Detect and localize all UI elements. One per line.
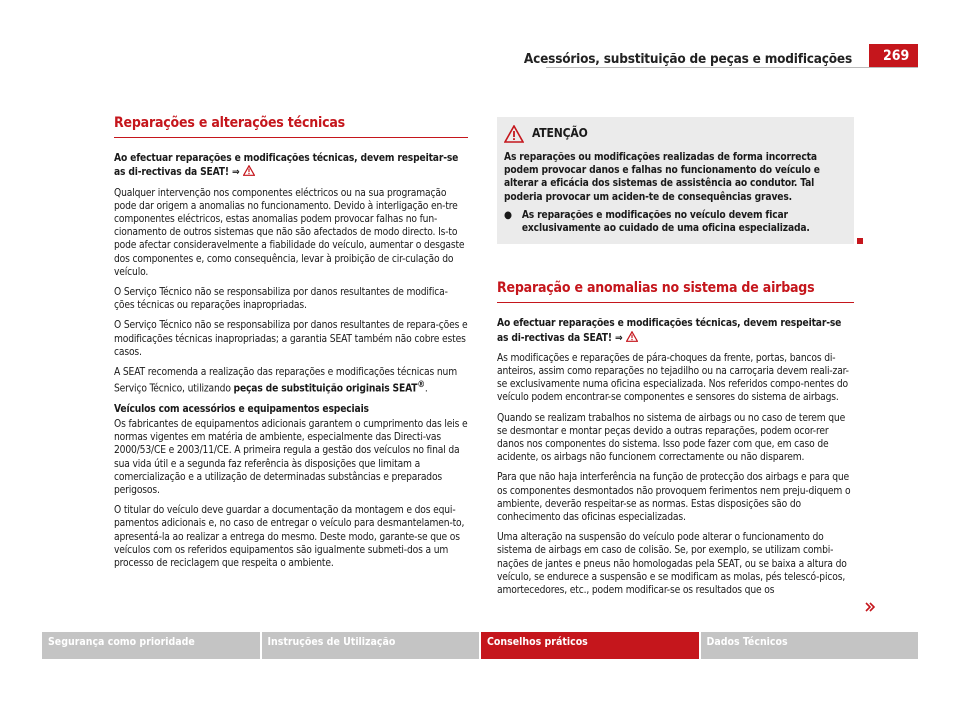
paragraph: Para que não haja interferência na função de protecção dos airbags e para que os componentes desmontados não provoquem ferimentos nem preju-diquem o ambiente, deverão respeitar-se as normas. Estas disposições são do conhecimento das oficinas especializadas. (497, 472, 851, 524)
paragraph-end: . (424, 383, 428, 395)
page-header-title: Acessórios, substituição de peças e modificações (523, 51, 852, 67)
attention-title: ATENÇÃO (532, 126, 588, 141)
paragraph: O Serviço Técnico não se responsabiliza por danos resultantes de repara-ções e modificações técnicas inapropriadas; a garantia SEAT também não cobre estes casos. (114, 320, 468, 358)
paragraph: O Serviço Técnico não se responsabiliza por danos resultantes de modifica-ções técnicas ou reparações inapropriadas. (114, 287, 448, 312)
attention-box (497, 117, 854, 244)
reference-arrow: ⇒ (231, 167, 240, 179)
bullet-icon: ● (504, 209, 512, 221)
original-parts-text: peças de substituição originais SEAT (233, 383, 418, 395)
intro-text: Ao efectuar reparações e modificações técnicas, devem respeitar-se as di-rectivas da SEAT! (114, 153, 459, 179)
intro-text: Ao efectuar reparações e modificações técnicas, devem respeitar-se as di-rectivas da SEAT! (497, 318, 842, 344)
section-title-airbags: Reparação e anomalias no sistema de airbags (497, 282, 854, 303)
warning-icon[interactable] (626, 331, 638, 342)
tab-safety[interactable]: Segurança como prioridade (42, 632, 260, 659)
right-column (497, 117, 854, 604)
paragraph: As modificações e reparações de pára-choques da frente, portas, bancos di-anteiros, assim como reparações no tejadilho ou na carroçaria devem reali-zar-se exclusivamente numa oficina especializada. Nos referidos compo-nentes do veículo podem encontrar-se componentes e sensores do sistema de airbags. (497, 352, 849, 404)
paragraph: Uma alteração na suspensão do veículo pode alterar o funcionamento do sistema de airbags em caso de colisão. Se, por exemplo, se utilizam combi-nações de jantes e pneus não homologadas pela SEAT, ou se baixa a altura do veículo, se endurece a suspensão e se modificam as molas, pés telescó-picos, amortecedores, etc., podem modificar-se os resultados que os (497, 532, 847, 597)
paragraph: Qualquer intervenção nos componentes eléctricos ou na sua programação pode dar origem a anomalias no funcionamento. Devido à interligação en-tre componentes eléctricos, estas anomalias podem provocar falhas no fun-cionamento de outros sistemas que não são afectados de modo directo. Is-to pode afectar consideravelmente a fiabilidade do veículo, aumentar o desgaste dos componentes e, como consequência, levar à proibição de cir-culação do veículo. (114, 187, 465, 278)
continue-arrow-icon[interactable] (865, 602, 875, 612)
warning-icon[interactable] (243, 165, 255, 176)
subheading-special-equipment: Veículos com acessórios e equipamentos especiais (114, 403, 369, 415)
attention-text: As reparações ou modificações realizadas de forma incorrecta podem provocar danos e falhas no funcionamento do veículo e alterar a eficácia dos sistemas de assistência ao condutor. Tal poderia provocar um aciden-te de consequências graves. (504, 152, 820, 203)
paragraph: Os fabricantes de equipamentos adicionais garantem o cumprimento das leis e normas vigentes em matéria de ambiente, especialmente das Directi-vas 2000/53/CE e 2003/11/CE. A primeira regula a gestão dos veículos no final da sua vida útil e a segunda faz referência às disposições que limitam a comercialização e a utilização de determinadas substâncias e preparados perigosos. (114, 419, 468, 497)
section-end-marker (857, 238, 863, 244)
paragraph: Quando se realizam trabalhos no sistema de airbags ou no caso de terem que se desmontar e montar peças devido a outras reparações, podem ocor-rer danos nos componentes do sistema. Isso pode fazer com que, em caso de acidente, os airbags não funcionem correctamente ou não disparem. (497, 412, 846, 464)
header-divider (546, 67, 918, 68)
paragraph: O titular do veículo deve guardar a documentação da montagem e dos equi-pamentos adicionais e, no caso de entregar o veículo para desmantelamen-to, apresentá-la ao realizar a entrega do mesmo. Deste modo, garante-se que os veículos com os referidos equipamentos são igualmente submeti-dos a um processo de reciclagem que respeita o ambiente. (114, 505, 465, 570)
intro-paragraph (497, 317, 854, 344)
tab-practical-tips[interactable]: Conselhos práticos (481, 632, 699, 659)
left-column (114, 117, 468, 577)
bullet-text: As reparações e modificações no veículo devem ficar exclusivamente ao cuidado de uma oficina especializada. (521, 209, 810, 235)
paragraph-original-parts (114, 366, 468, 396)
warning-icon (504, 125, 524, 143)
section-title-technical-repairs: Reparações e alterações técnicas (114, 117, 468, 138)
page-number: 269 (869, 44, 918, 68)
attention-bullet (504, 209, 847, 235)
reference-arrow: ⇒ (614, 332, 623, 344)
paragraph-text: A SEAT recomenda a realização das reparações e modificações técnicas num Serviço Técnico, utilizando (114, 367, 458, 395)
tab-technical-data[interactable]: Dados Técnicos (701, 632, 919, 659)
registered-mark: ® (417, 380, 425, 391)
intro-paragraph (114, 152, 468, 179)
tab-operating-instructions[interactable]: Instruções de Utilização (262, 632, 480, 659)
footer-nav (42, 632, 918, 659)
attention-header (504, 125, 847, 143)
